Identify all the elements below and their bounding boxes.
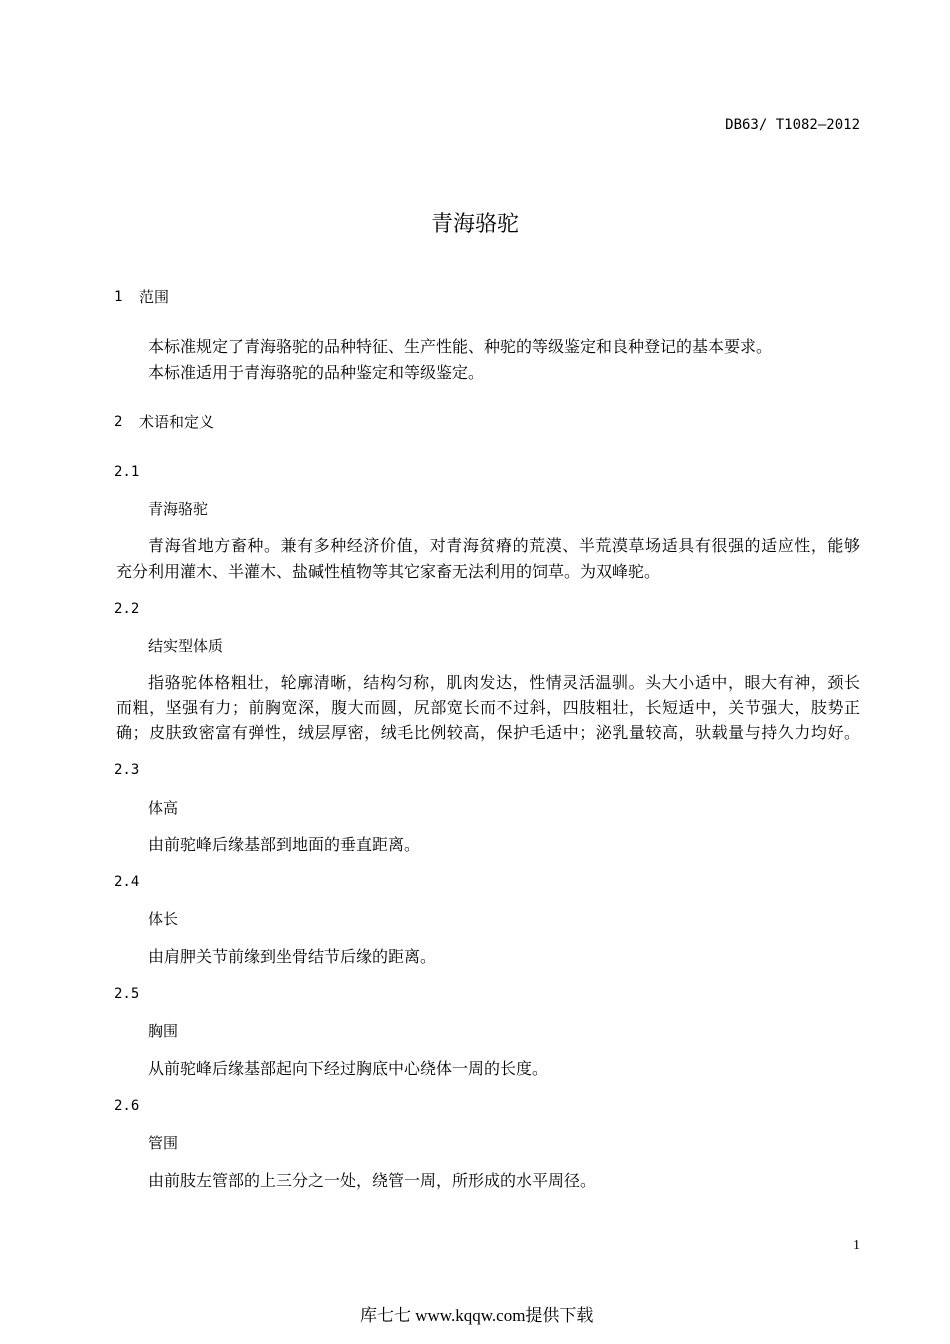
definition-line: 确；皮肤致密富有弹性，绒层厚密，绒毛比例较高，保护毛适中；泌乳量较高，驮载量与持久力均好。	[116, 723, 860, 742]
footer-watermark: 库七七 www.kqqw.com提供下载	[360, 1306, 594, 1325]
section-heading: 术语和定义	[139, 413, 215, 431]
term-name: 青海骆驼	[148, 500, 209, 518]
section-heading: 范围	[139, 288, 170, 306]
term-number: 2.4	[114, 874, 140, 890]
term-number: 2.5	[114, 986, 140, 1002]
definition-line: 充分利用灌木、半灌木、盐碱性植物等其它家畜无法利用的饲草。为双峰驼。	[116, 562, 661, 581]
definition-line: 指骆驼体格粗壮，轮廓清晰，结构匀称，肌肉发达，性情灵活温驯。头大小适中，眼大有神，颈长	[148, 673, 860, 692]
term-number: 2.1	[114, 464, 140, 480]
definition-line: 从前驼峰后缘基部起向下经过胸底中心绕体一周的长度。	[148, 1059, 549, 1078]
section-number: 2	[114, 414, 123, 430]
section-number: 1	[114, 289, 123, 305]
term-number: 2.2	[114, 601, 140, 617]
term-number: 2.3	[114, 762, 140, 778]
definition-line: 而粗，坚强有力；前胸宽深，腹大而圆，尻部宽长而不过斜，四肢粗壮，长短适中，关节强大，肢势正	[116, 698, 860, 717]
page-title: 青海骆驼	[430, 212, 519, 237]
term-name: 胸围	[148, 1022, 179, 1040]
definition-line: 由肩胛关节前缘到坐骨结节后缘的距离。	[148, 947, 437, 966]
term-name: 结实型体质	[148, 637, 224, 655]
definition-line: 青海省地方畜种。兼有多种经济价值，对青海贫瘠的荒漠、半荒漠草场适具有很强的适应性，能够	[148, 536, 860, 555]
page-number: 1	[853, 1238, 860, 1253]
definition-line: 由前肢左管部的上三分之一处，绕管一周，所形成的水平周径。	[148, 1171, 597, 1190]
paragraph: 本标准规定了青海骆驼的品种特征、生产性能、种驼的等级鉴定和良种登记的基本要求。	[148, 337, 773, 356]
document-number: DB63/ T1082—2012	[725, 117, 860, 133]
term-number: 2.6	[114, 1098, 140, 1114]
definition-line: 由前驼峰后缘基部到地面的垂直距离。	[148, 835, 421, 854]
term-name: 管围	[148, 1134, 179, 1152]
term-name: 体高	[148, 799, 179, 817]
paragraph: 本标准适用于青海骆驼的品种鉴定和等级鉴定。	[148, 363, 485, 382]
term-name: 体长	[148, 910, 179, 928]
